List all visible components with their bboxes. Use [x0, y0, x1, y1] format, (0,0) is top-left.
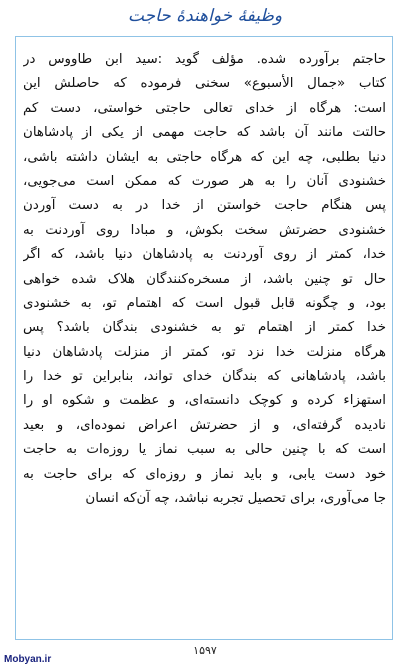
text-line: نادیده گرفته‌ای، و از حضرتش اعراض نموده‌ای، و بعید [23, 417, 386, 433]
text-line: استهزاء کرده و کوچک دانسته‌ای، و عظمت و شکوه او را [23, 393, 386, 409]
text-line: پس هنگام حاجت خواستن از خدا در به دست آوردن [23, 198, 386, 214]
text-line: است که با چنین حالی به سبب نماز یا روزه‌ات به حاجت [23, 442, 386, 458]
text-line: حاجتم برآورده شده. مؤلف گوید :سید ابن طاووس در [23, 52, 386, 67]
page-title: وظیفهٔ خواهندهٔ حاجت [127, 6, 283, 26]
site-watermark[interactable]: Mobyan.ir [4, 654, 52, 665]
text-line: حال تو چنین باشد، از مسخره‌کنندگان هلاک شده خواهی [23, 271, 386, 287]
text-line: خشنودی آنان را به هر صورت که ممکن است می‌جویی، [23, 173, 386, 189]
text-line: خدا کمتر از اهتمام تو به خشنودی بندگان باشد؟ پس [23, 320, 386, 336]
text-line: دنیا بطلبی، چه این که هرگاه حاجتی به ایشان داشته باشی، [23, 149, 386, 165]
text-line: کتاب «جمال الأسبوع» سخنی فرموده که حاصلش این [23, 76, 386, 92]
text-line: خشنودی حضرتش سخت بکوش، و مبادا روی آوردنت به [23, 222, 386, 238]
text-line: باشد، پادشاهانی که بندگان خدای تواند، بنابراین تو خدا را [23, 369, 386, 385]
text-line: جا می‌آوری، برای تحصیل تجربه نباشد، چه آن‌که انسان [85, 491, 386, 507]
body-text [23, 48, 386, 511]
text-line: خود دست یابی، و باید نماز و روزه‌ای که برای حاجت به [23, 466, 386, 482]
text-line: است: هرگاه از خدای تعالی حاجتی خواستی، دست کم [23, 100, 386, 116]
text-line: خدا، کمتر از روی آوردنت به پادشاهان دنیا باشد، که اگر [23, 247, 386, 263]
text-line: بود، و چگونه قابل قبول است که اهتمام تو، به خشنودی [23, 295, 386, 311]
text-line: هرگاه منزلت خدا نزد تو، کمتر از منزلت پادشاهان دنیا [23, 344, 386, 360]
text-line: حالتت مانند آن باشد که حاجت مهمی از یکی از پادشاهان [23, 125, 386, 141]
page-number: ۱۵۹۷ [193, 644, 217, 657]
